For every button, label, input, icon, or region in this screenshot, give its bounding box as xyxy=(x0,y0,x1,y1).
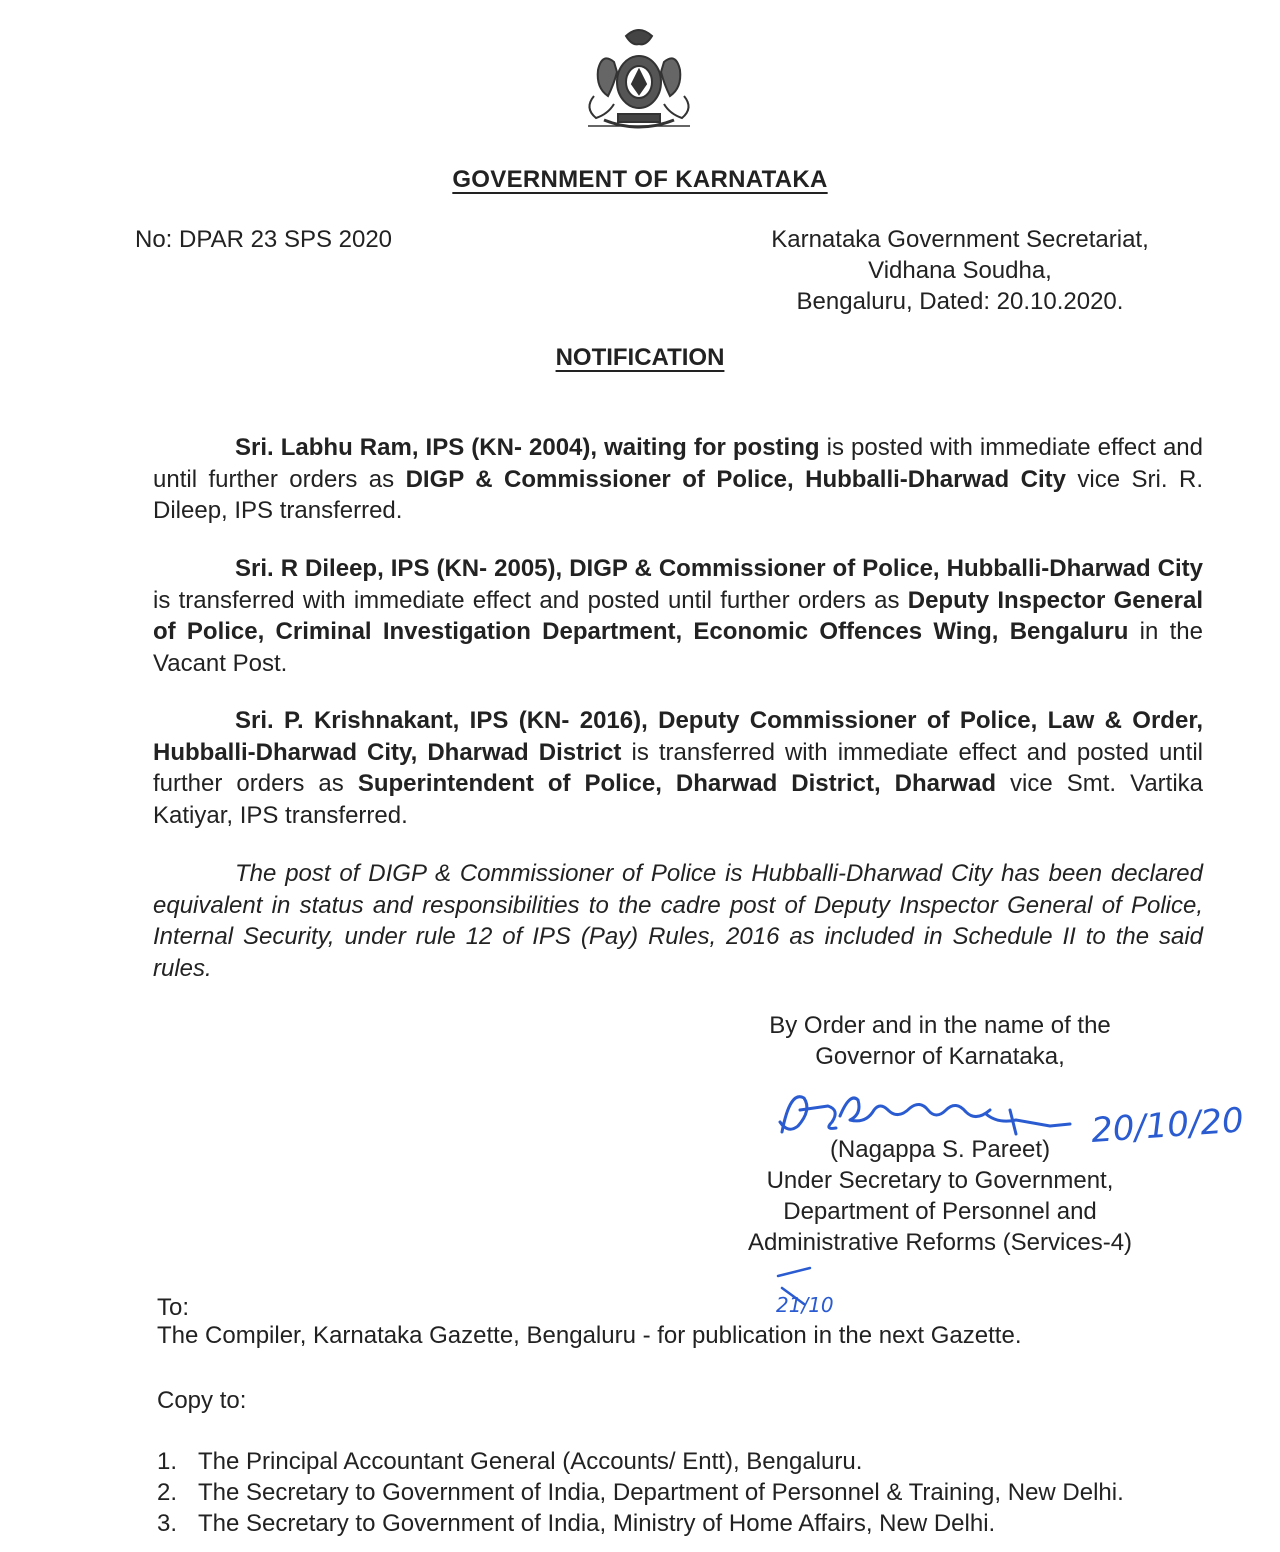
document-title: GOVERNMENT OF KARNATAKA xyxy=(452,166,828,193)
body-text: is transferred with immediate effect and posted until further orders as xyxy=(153,738,1203,797)
officer-name: (Nagappa S. Pareet) xyxy=(829,1136,1051,1163)
bold-text: Superintendent of Police, Dharwad District, Dharwad xyxy=(357,770,997,797)
notification-paragraph-4: The post of DIGP & Commissioner of Police is Hubballi-Dharwad City has been declared equivalent in status and responsibilities to the cadre post of Deputy Inspector General of Police, Internal Security, under rule 12 of IPS (Pay) Rules, 2016 as included in Schedule II to the said rules. xyxy=(153,860,1203,982)
handwritten-initials-date xyxy=(770,1258,870,1320)
list-item-text: The Principal Accountant General (Accounts/ Entt), Bengaluru. xyxy=(198,1448,863,1475)
order-line-1: By Order and in the name of the xyxy=(769,1012,1111,1039)
bold-text: Deputy Inspector General of Police, Criminal Investigation Department, Economic Offences Wing, Bengaluru xyxy=(153,586,1204,645)
bold-text: DIGP & Commissioner of Police, Hubballi-Dharwad City xyxy=(405,465,1066,493)
officer-designation-line: Under Secretary to Government, xyxy=(766,1167,1114,1194)
body-text: in the Vacant Post. xyxy=(153,618,1203,677)
list-item-number: 2. xyxy=(157,1479,178,1506)
list-item-text: The Secretary to Government of India, Ministry of Home Affairs, New Delhi. xyxy=(198,1510,996,1537)
body-text: is posted with immediate effect and until further orders as xyxy=(153,434,1204,493)
bold-text: Sri. P. Krishnakant, IPS (KN- 2016), Deputy Commissioner of Police, Law & Order, Hubballi-Dharwad City, Dharwad District xyxy=(153,707,1203,766)
order-line xyxy=(690,1010,1190,1072)
bold-text: Sri. Labhu Ram, IPS (KN- 2004), waiting for posting xyxy=(235,434,820,461)
copy-to-label: Copy to: xyxy=(157,1387,247,1414)
list-item-number: 3. xyxy=(157,1510,178,1537)
list-item xyxy=(157,1446,1227,1477)
initials-date: 21/10 xyxy=(776,1293,834,1317)
address-date-line: Bengaluru, Dated: 20.10.2020. xyxy=(796,288,1124,315)
copy-to-list xyxy=(157,1446,1227,1539)
list-item xyxy=(157,1477,1227,1508)
order-line-2: Governor of Karnataka, xyxy=(815,1043,1065,1070)
officer-designation-line: Administrative Reforms (Services-4) xyxy=(747,1229,1133,1256)
body-text: vice Sri. R. Dileep, IPS transferred. xyxy=(153,465,1203,524)
notification-paragraph-1 xyxy=(153,432,1203,527)
notification-heading: NOTIFICATION xyxy=(555,344,725,371)
address-line: Vidhana Soudha, xyxy=(868,257,1052,284)
karnataka-emblem-icon xyxy=(574,22,704,137)
body-text: vice Smt. Vartika Katiyar, IPS transferred. xyxy=(153,770,1204,829)
sender-address xyxy=(700,224,1220,317)
list-item xyxy=(157,1508,1227,1539)
notification-paragraph-2 xyxy=(153,553,1203,679)
list-item-text: The Secretary to Government of India, Department of Personnel & Training, New Delhi. xyxy=(198,1479,1124,1506)
list-item-number: 1. xyxy=(157,1448,178,1475)
signature-date: 20/10/20 xyxy=(1089,1100,1245,1151)
notification-paragraph-3 xyxy=(153,705,1203,831)
to-recipient: The Compiler, Karnataka Gazette, Bengaluru - for publication in the next Gazette. xyxy=(157,1322,1022,1349)
address-line: Karnataka Government Secretariat, xyxy=(771,226,1149,253)
signing-officer xyxy=(690,1134,1190,1258)
to-label: To: xyxy=(157,1294,190,1321)
body-text: is transferred with immediate effect and posted until further orders as xyxy=(153,586,908,614)
bold-text: Sri. R Dileep, IPS (KN- 2005), DIGP & Commissioner of Police, Hubballi-Dharwad City xyxy=(235,555,1203,582)
officer-designation-line: Department of Personnel and xyxy=(783,1198,1097,1225)
reference-number: No: DPAR 23 SPS 2020 xyxy=(135,226,393,253)
